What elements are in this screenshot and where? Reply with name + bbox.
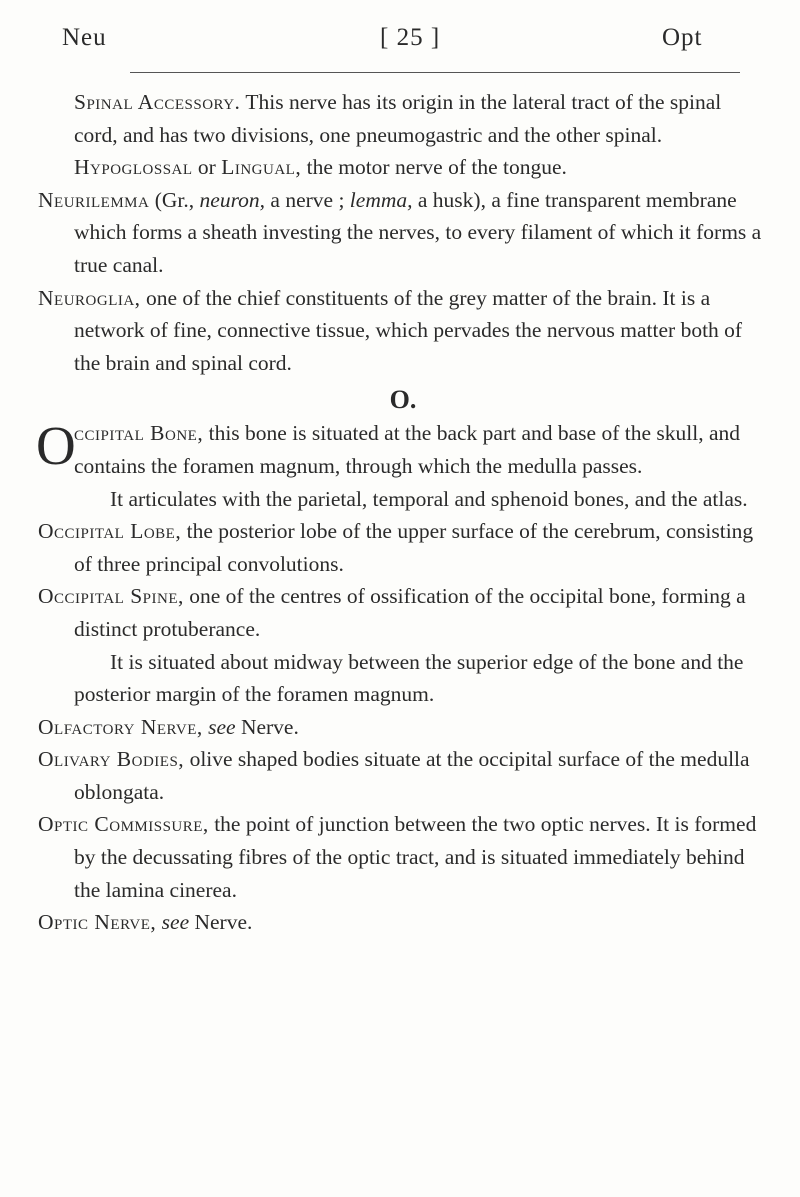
headword: Occipital Spine, bbox=[38, 584, 184, 609]
entry-paragraph: It is situated about midway between the superior edge of the bone and the posterior margin of the foramen magnum. bbox=[74, 649, 744, 707]
cross-reference-target: Nerve. bbox=[235, 714, 299, 739]
definition: one of the centres of ossification of the occipital bone, forming a distinct protuberance. bbox=[74, 584, 746, 641]
headword: Optic Commissure, bbox=[38, 812, 209, 837]
etymology-word: neuron, bbox=[199, 187, 266, 212]
headword: Neuroglia, bbox=[38, 285, 141, 310]
cross-reference-target: Nerve. bbox=[189, 910, 253, 935]
page-number: [ 25 ] bbox=[380, 24, 441, 51]
etymology-gloss: a nerve ; bbox=[265, 187, 350, 212]
entries-column bbox=[38, 86, 768, 939]
definition: the motor nerve of the tongue. bbox=[301, 155, 567, 180]
entry-occipital-lobe bbox=[38, 515, 768, 580]
header-rule bbox=[130, 72, 740, 73]
headword: Neurilemma bbox=[38, 187, 150, 212]
entry-spinal-accessory bbox=[38, 86, 768, 151]
headword: Spinal Accessory. bbox=[74, 90, 241, 114]
drop-cap: O bbox=[36, 415, 76, 477]
entry-occipital-bone bbox=[38, 417, 768, 482]
etymology-open: (Gr., bbox=[149, 187, 200, 212]
entry-optic-nerve bbox=[38, 906, 768, 939]
entry-optic-commissure bbox=[38, 808, 768, 906]
cross-reference-see: see bbox=[208, 714, 236, 739]
header-left-guideword: Neu bbox=[62, 24, 107, 51]
headword-alt: Lingual, bbox=[221, 155, 302, 180]
section-letter: O. bbox=[389, 385, 417, 415]
definition: This nerve has its origin in the lateral tract of the spinal cord, and has two divisions, one pneumogastric and the other spinal. bbox=[74, 90, 722, 147]
cross-reference-see: see bbox=[161, 910, 190, 935]
headword: ccipital Bone, bbox=[74, 421, 204, 446]
definition: the posterior lobe of the upper surface of the cerebrum, consisting of three principal convolutions. bbox=[74, 519, 754, 576]
definition: one of the chief constituents of the grey matter of the brain. It is a network of fine, connective tissue, which pervades the nervous matter both of the brain and spinal cord. bbox=[74, 285, 743, 375]
headword: Olivary Bodies, bbox=[38, 747, 185, 772]
entry-neurilemma bbox=[38, 184, 768, 282]
entry-paragraph: It articulates with the parietal, temporal and sphenoid bones, and the atlas. bbox=[110, 486, 748, 511]
definition: the point of junction between the two optic nerves. It is formed by the decussating fibres of the optic tract, and is situated immediately behind the lamina cinerea. bbox=[74, 812, 757, 902]
connector: or bbox=[192, 155, 222, 180]
entry-olfactory-nerve bbox=[38, 711, 768, 744]
headword: Optic Nerve, bbox=[38, 910, 157, 935]
definition: a husk), a fine transparent membrane which forms a sheath investing the nerves, to every filament of which it forms a true canal. bbox=[74, 187, 762, 277]
entry-occipital-spine bbox=[38, 580, 768, 645]
entry-neuroglia bbox=[38, 282, 768, 380]
entry-hypoglossal bbox=[38, 151, 768, 184]
definition: olive shaped bodies situate at the occipital surface of the medulla oblongata. bbox=[74, 747, 750, 804]
running-head bbox=[40, 12, 770, 62]
entry-olivary-bodies bbox=[38, 743, 768, 808]
headword: Olfactory Nerve, bbox=[38, 714, 203, 739]
definition: this bone is situated at the back part and base of the skull, and contains the foramen magnum, through which the medulla passes. bbox=[74, 421, 740, 478]
headword: Hypoglossal bbox=[74, 155, 193, 180]
etymology-word: lemma, bbox=[349, 187, 413, 212]
headword: Occipital Lobe, bbox=[38, 519, 182, 544]
header-right-guideword: Opt bbox=[662, 24, 703, 51]
